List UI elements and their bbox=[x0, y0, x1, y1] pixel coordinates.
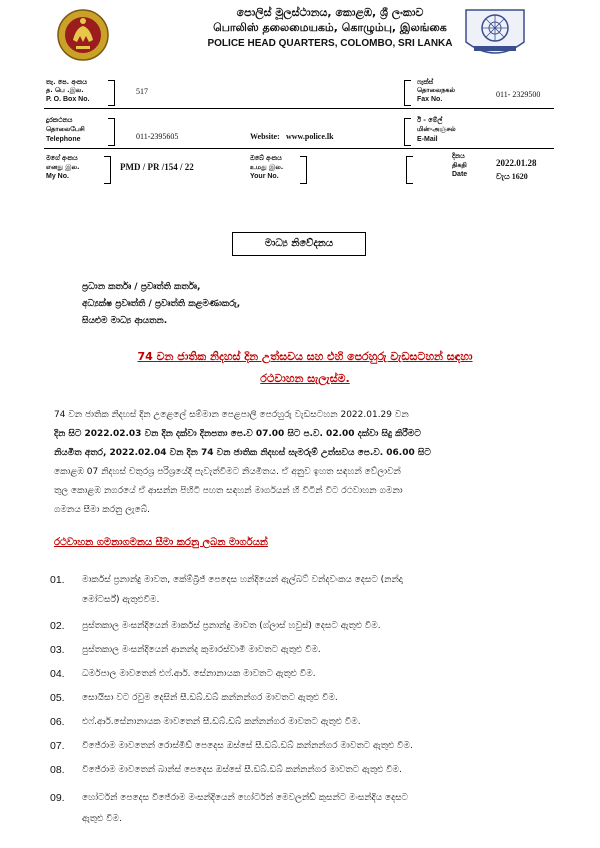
fax-value: 011- 2329500 bbox=[496, 90, 541, 99]
org-name-sinhala: පොලිස් මූලස්ථානය, කොළඹ, ශ්‍රී ලංකාව bbox=[236, 6, 424, 19]
body-paragraph-line: තුල කොළඹ නගරයේ ඒ ආසන්න පිහිටි පහත සඳහන් මාර්ගයන් හි විටින් විට රථවාහන ගමනා bbox=[54, 486, 403, 496]
email-label-si: ඊ - මේල් bbox=[417, 116, 443, 124]
date-value: 2022.01.28 bbox=[496, 158, 537, 168]
myno-label-ta: எனது இல. bbox=[46, 163, 80, 171]
tel-label-en: Telephone bbox=[46, 136, 81, 143]
tel-bracket bbox=[108, 118, 115, 146]
route-number: 06. bbox=[50, 716, 65, 728]
pobox-label-ta: த. பெ .இல. bbox=[46, 86, 84, 94]
yourno-label-en: Your No. bbox=[250, 173, 279, 180]
yourno-bracket bbox=[300, 156, 307, 184]
route-number: 02. bbox=[50, 620, 65, 632]
addressee-line: අධ්‍යක්ෂ ප්‍රවෘත්ති / ප්‍රවෘත්ති කළමණාකරු, bbox=[82, 299, 241, 309]
date-label-si: දිනය bbox=[452, 152, 465, 160]
body-paragraph-line: නියමිත අතර, 2022.02.04 වන දින 74 වන ජාතික නිදහස් සැමරුම් උත්සවය පෙ.ව. 06.00 සිට bbox=[54, 448, 431, 458]
tel-value: 011-2395605 bbox=[136, 132, 179, 141]
media-release-title: මාධ්‍ය නිවේදනය bbox=[232, 232, 366, 256]
myno-value: PMD / PR /154 / 22 bbox=[120, 162, 194, 172]
body-paragraph-line: දින සිට 2022.02.03 වන දින දක්වා දිනපතා පෙ.ව 07.00 සිට ප.ව. 02.00 දක්වා සිදු කිරීමට bbox=[54, 429, 421, 439]
route-text: පුස්තකාල මංසන්දියෙන් ආනන්ද කුමාරස්වාමි මාවතට ඇතුළු වීම. bbox=[82, 645, 321, 655]
body-paragraph-line: කොළඹ 07 නිදහස් චතුරශ්‍ර පරිශ්‍රයේදී පැවැත්වීමට නියමිතය. ඒ අනුව ඉහත සඳහන් වේලාවන් bbox=[54, 467, 401, 477]
website-label: Website: bbox=[250, 132, 280, 141]
fax-label-si: ෆැක්ස් bbox=[417, 78, 434, 86]
body-paragraph-line: 74 වන ජාතික නිදහස් දින උළෙලේ සම්මාන පෙළපාලි පෙරහුරු වැඩසටහන 2022.01.29 වන bbox=[54, 410, 409, 420]
route-text: හෝර්ටන් පෙදෙස විජේරාම මංසන්දියෙන් හෝර්ටන් මෙවලන්ඩ් කුසන්ට මංසන්දිය දෙසට bbox=[82, 793, 409, 803]
pobox-label-en: P. O. Box No. bbox=[46, 96, 90, 103]
header-divider bbox=[44, 108, 554, 109]
tel-label-si: දුරකථනය bbox=[46, 116, 73, 124]
route-text: විජේරාම මාවතෙන් බාන්ස් පෙදෙස ඔස්සේ සී.ඩබ්.ඩබ් කන්නන්ගර මාවතට ඇතුළු වීම. bbox=[82, 765, 402, 775]
yourno-label-si: ඔබේ අංකය bbox=[250, 154, 282, 162]
header-divider-2 bbox=[44, 148, 554, 149]
sri-lanka-emblem-icon bbox=[56, 8, 110, 62]
email-bracket bbox=[404, 118, 411, 146]
route-text: ධර්මපාල මාවතෙන් එෆ්.ආර්. සේනානායක මාවතට ඇතුළු වීම. bbox=[82, 669, 316, 679]
fax-label-en: Fax No. bbox=[417, 96, 443, 103]
pobox-value: 517 bbox=[136, 87, 148, 96]
time-value: වැය 1620 bbox=[496, 172, 528, 181]
myno-label-en: My No. bbox=[46, 173, 69, 180]
yourno-label-ta: உமது இல. bbox=[250, 163, 284, 171]
tel-label-ta: தொலைபேசி bbox=[46, 125, 85, 133]
addressee-line: සියළුම මාධ්‍ය ආයතන. bbox=[82, 316, 168, 326]
route-number: 01. bbox=[50, 574, 65, 586]
route-number: 05. bbox=[50, 692, 65, 704]
route-number: 07. bbox=[50, 740, 65, 752]
date-bracket bbox=[406, 156, 413, 184]
route-text: සොයිසා වට රවුම දෙසින් සී.ඩබ්.ඩබ් කන්නන්ගර මාවතට ඇතුළු වීම. bbox=[82, 693, 338, 703]
route-number: 04. bbox=[50, 668, 65, 680]
email-label-ta: மின்-அஞ்சல் bbox=[417, 125, 456, 133]
pobox-label-si: තැ. පෙ. අංකය bbox=[46, 78, 87, 86]
routes-heading: රථවාහන ගමනාගමනය සීමා කරනු ලබන මාර්ගයන් bbox=[54, 537, 268, 548]
website-link[interactable]: www.police.lk bbox=[286, 132, 334, 141]
route-number: 08. bbox=[50, 764, 65, 776]
route-text: මෝටර්ස්) ඇතුළුවීම. bbox=[82, 595, 160, 605]
fax-label-ta: தொலைநகல் bbox=[417, 86, 455, 94]
pobox-bracket bbox=[108, 80, 115, 106]
subject-line: 74 වන ජාතික නිදහස් දින උත්සවය සහ එහි පෙරහුරු වැඩසටහන් සඳහා bbox=[137, 350, 473, 363]
myno-bracket bbox=[104, 156, 111, 184]
body-paragraph-line: ගමනය සීමා කරනු ලැබේ. bbox=[54, 505, 151, 515]
email-label-en: E-Mail bbox=[417, 136, 438, 143]
org-name-english: POLICE HEAD QUARTERS, COLOMBO, SRI LANKA bbox=[207, 38, 453, 49]
date-label-en: Date bbox=[452, 171, 468, 178]
fax-bracket bbox=[404, 80, 411, 106]
route-number: 09. bbox=[50, 792, 65, 804]
addressee-line: ප්‍රධාන කර්තෘ / ප්‍රවෘත්ති කර්තෘ, bbox=[82, 282, 201, 292]
route-text: විජේරාම මාවතෙන් රොස්මීඩ් පෙදෙස ඔස්සේ සී.ඩබ්.ඩබ් කන්නන්ගර මාවතට ඇතුළු වීම. bbox=[82, 741, 413, 751]
route-number: 03. bbox=[50, 644, 65, 656]
route-text: එෆ්.ආර්.සේනානායක මාවතෙන් සී.ඩබ්.ඩබ් කන්නන්ගර මාවතට ඇතුළු වීම. bbox=[82, 717, 361, 727]
route-text: මාර්කස් ප්‍රනාන්දු මාවත, කේම්බ්‍රිජ් පෙදෙස හන්දියෙන් ඇල්බට් වන්දවංකය දෙසට (නන්දා bbox=[82, 575, 403, 585]
myno-label-si: මගේ අංකය bbox=[46, 154, 78, 162]
org-name-tamil: பொலிஸ் தலைமையகம், கொழும்பு, இலங்கை bbox=[213, 21, 447, 34]
route-text: පුස්තකාල මංසන්දියෙන් මාර්කස් ප්‍රනාන්දු මාවත (ග්ලාස් හවුස්) දෙසට ඇතුළු වීම. bbox=[82, 621, 381, 631]
subject-line: රථවාහන සැලැස්ම. bbox=[260, 372, 350, 385]
date-label-ta: திகதி bbox=[452, 161, 467, 169]
route-text: ඇතුළු වීම. bbox=[82, 814, 122, 824]
